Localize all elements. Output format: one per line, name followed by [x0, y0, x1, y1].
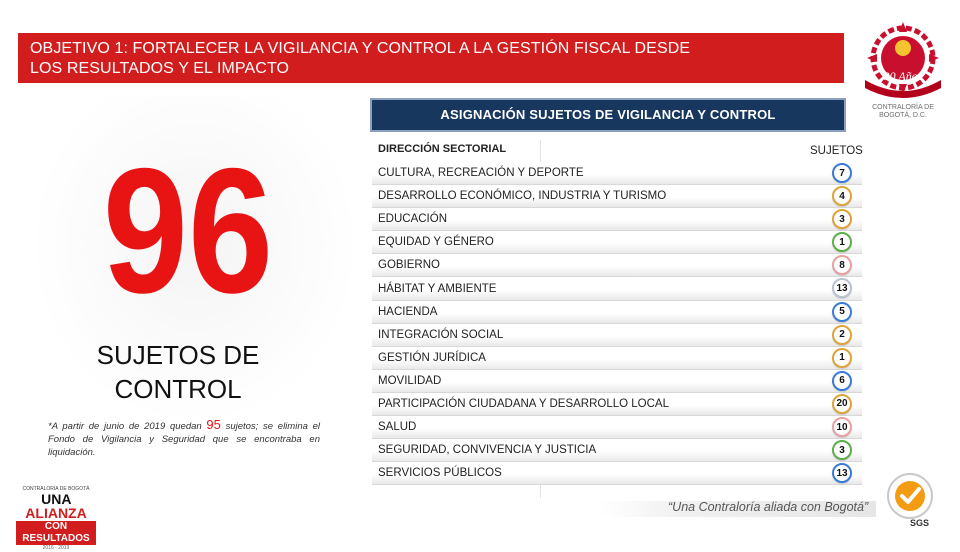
certification-label: SGS [910, 518, 930, 528]
table-row [372, 462, 862, 485]
page-title-line2: LOS RESULTADOS Y EL IMPACTO [30, 60, 290, 77]
alianza-resultados-logo [16, 486, 96, 551]
contraloria-logo [857, 16, 949, 119]
subject-count-badge: 10 [832, 417, 852, 437]
subject-count-badge: 1 [832, 232, 852, 252]
sector-name: INTEGRACIÓN SOCIAL [378, 328, 504, 341]
table-row [372, 162, 862, 185]
assignment-table [372, 162, 862, 485]
sector-name: PARTICIPACIÓN CIUDADANA Y DESARROLLO LOCAL [378, 397, 669, 410]
subject-count-badge: 7 [832, 163, 852, 183]
subject-count-badge: 8 [832, 255, 852, 275]
page-title-line1: OBJETIVO 1: FORTALECER LA VIGILANCIA Y CONTROL A LA GESTIÓN FISCAL DESDE [30, 40, 691, 57]
alianza-logo-small-text: CONTRALORÍA DE BOGOTÁ [22, 486, 90, 492]
sector-name: SEGURIDAD, CONVIVENCIA Y JUSTICIA [378, 444, 597, 457]
subject-count-badge: 1 [832, 348, 852, 368]
alianza-logo-years: 2016 - 2019 [42, 545, 70, 551]
sector-name: SALUD [378, 421, 417, 434]
table-row [372, 416, 862, 439]
sector-name: MOVILIDAD [378, 374, 442, 387]
table-row [372, 185, 862, 208]
subject-count-badge: 6 [832, 371, 852, 391]
table-row [372, 347, 862, 370]
subject-count-badge: 2 [832, 325, 852, 345]
footnote-number: 95 [206, 417, 221, 432]
alianza-logo-una: UNA [41, 491, 71, 507]
footnote [48, 418, 320, 459]
column-header-subjects: SUJETOS [810, 145, 863, 157]
page-title [18, 33, 844, 83]
subject-count-badge: 13 [832, 463, 852, 483]
table-row [372, 324, 862, 347]
footnote-suffix: sujetos; se elimina el Fondo de Vigilancia y Seguridad que se encontraba en liquidación. [48, 421, 320, 458]
footnote-prefix: *A partir de junio de 2019 quedan [48, 421, 207, 432]
sector-name: EQUIDAD Y GÉNERO [378, 236, 494, 249]
table-row [372, 231, 862, 254]
svg-text:90 Años: 90 Años [883, 69, 923, 83]
sector-name: HÁBITAT Y AMBIENTE [378, 282, 497, 295]
total-subjects-label-line2: CONTROL [114, 374, 242, 404]
table-row [372, 370, 862, 393]
subject-count-badge: 4 [832, 186, 852, 206]
table-row [372, 208, 862, 231]
table-row [372, 301, 862, 324]
table-row [372, 439, 862, 462]
column-header-sector: DIRECCIÓN SECTORIAL [378, 143, 507, 155]
alianza-logo-line1 [16, 492, 96, 520]
alianza-logo-line2: CON RESULTADOS [16, 521, 96, 545]
subject-count-badge: 5 [832, 302, 852, 322]
contraloria-caption: CONTRALORÍA DE BOGOTÁ, D.C. [872, 104, 934, 119]
assignment-title: ASIGNACIÓN SUJETOS DE VIGILANCIA Y CONTROL [370, 98, 846, 132]
table-row [372, 393, 862, 416]
contraloria-90-anos-icon [857, 16, 949, 106]
sector-name: HACIENDA [378, 305, 438, 318]
subject-count-badge: 3 [832, 440, 852, 460]
alianza-logo-alianza: ALIANZA [25, 505, 87, 521]
sector-name: DESARROLLO ECONÓMICO, INDUSTRIA Y TURISMO [378, 190, 667, 203]
table-row [372, 254, 862, 277]
table-row [372, 277, 862, 300]
total-subjects-number: 96 [102, 131, 274, 330]
slogan: “Una Contraloría aliada con Bogotá” [668, 500, 869, 514]
total-subjects-label-line1: SUJETOS DE [96, 340, 260, 370]
sector-name: CULTURA, RECREACIÓN Y DEPORTE [378, 167, 584, 180]
certification-check-icon [878, 470, 942, 522]
subject-count-badge: 20 [832, 394, 852, 414]
sector-name: GESTIÓN JURÍDICA [378, 351, 486, 364]
total-subjects-label [60, 338, 296, 406]
subject-count-badge: 3 [832, 209, 852, 229]
sector-name: GOBIERNO [378, 259, 440, 272]
sector-name: SERVICIOS PÚBLICOS [378, 467, 502, 480]
subject-count-badge: 13 [832, 278, 852, 298]
sector-name: EDUCACIÓN [378, 213, 448, 226]
